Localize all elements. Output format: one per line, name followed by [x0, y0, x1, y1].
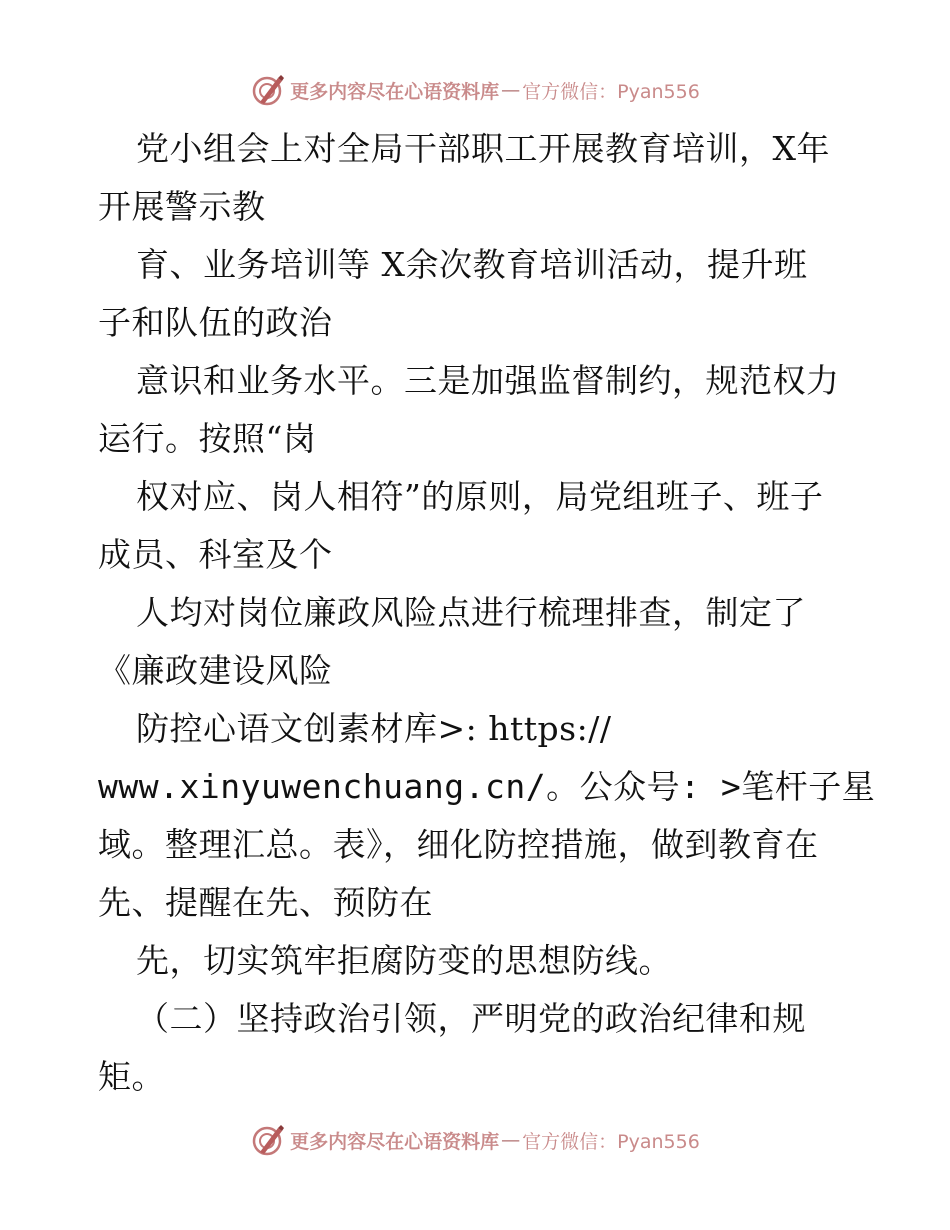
footer-banner-text: 更多内容尽在心语资料库	[290, 1130, 500, 1153]
section-heading-line: （二）坚持政治引领，严明党的政治纪律和规	[136, 999, 806, 1038]
footer-watermark-banner	[0, 1120, 950, 1160]
header-banner-dash: —	[501, 79, 521, 101]
text-line-url: www.xinyuwenchuang.cn/。公众号: >笔杆子星	[98, 767, 876, 806]
document-body	[98, 120, 918, 1106]
header-watermark-banner	[0, 70, 950, 110]
text-line: 党小组会上对全局干部职工开展教育培训，X年	[136, 129, 830, 168]
text-line: 开展警示教	[98, 187, 266, 226]
text-line: 成员、科室及个	[98, 535, 333, 574]
text-line: 育、业务培训等 X余次教育培训活动，提升班	[136, 245, 808, 284]
text-line: 《廉政建设风险	[98, 651, 333, 690]
text-line: 权对应、岗人相符”的原则，局党组班子、班子	[136, 477, 824, 516]
footer-banner-dash: —	[501, 1129, 521, 1151]
text-line: 子和队伍的政治	[98, 303, 333, 342]
text-line: 先、提醒在先、预防在	[98, 883, 433, 922]
text-line: 运行。按照“岗	[98, 419, 317, 458]
header-banner-text: 更多内容尽在心语资料库	[290, 80, 500, 103]
text-line: 人均对岗位廉政风险点进行梳理排查，制定了	[136, 593, 806, 632]
text-line: 意识和业务水平。三是加强监督制约，规范权力	[136, 361, 840, 400]
pen-logo-icon	[250, 72, 286, 108]
text-line: 先，切实筑牢拒腐防变的思想防线。	[136, 941, 672, 980]
text-line: 域。整理汇总。表》，细化防控措施，做到教育在	[98, 825, 819, 864]
text-line: 防控心语文创素材库>: https://	[136, 709, 612, 748]
footer-banner-wechat: 官方微信：Pyan556	[522, 1130, 700, 1153]
pen-logo-icon	[250, 1122, 286, 1158]
header-banner-wechat: 官方微信：Pyan556	[522, 80, 700, 103]
section-heading-line: 矩。	[98, 1057, 165, 1096]
